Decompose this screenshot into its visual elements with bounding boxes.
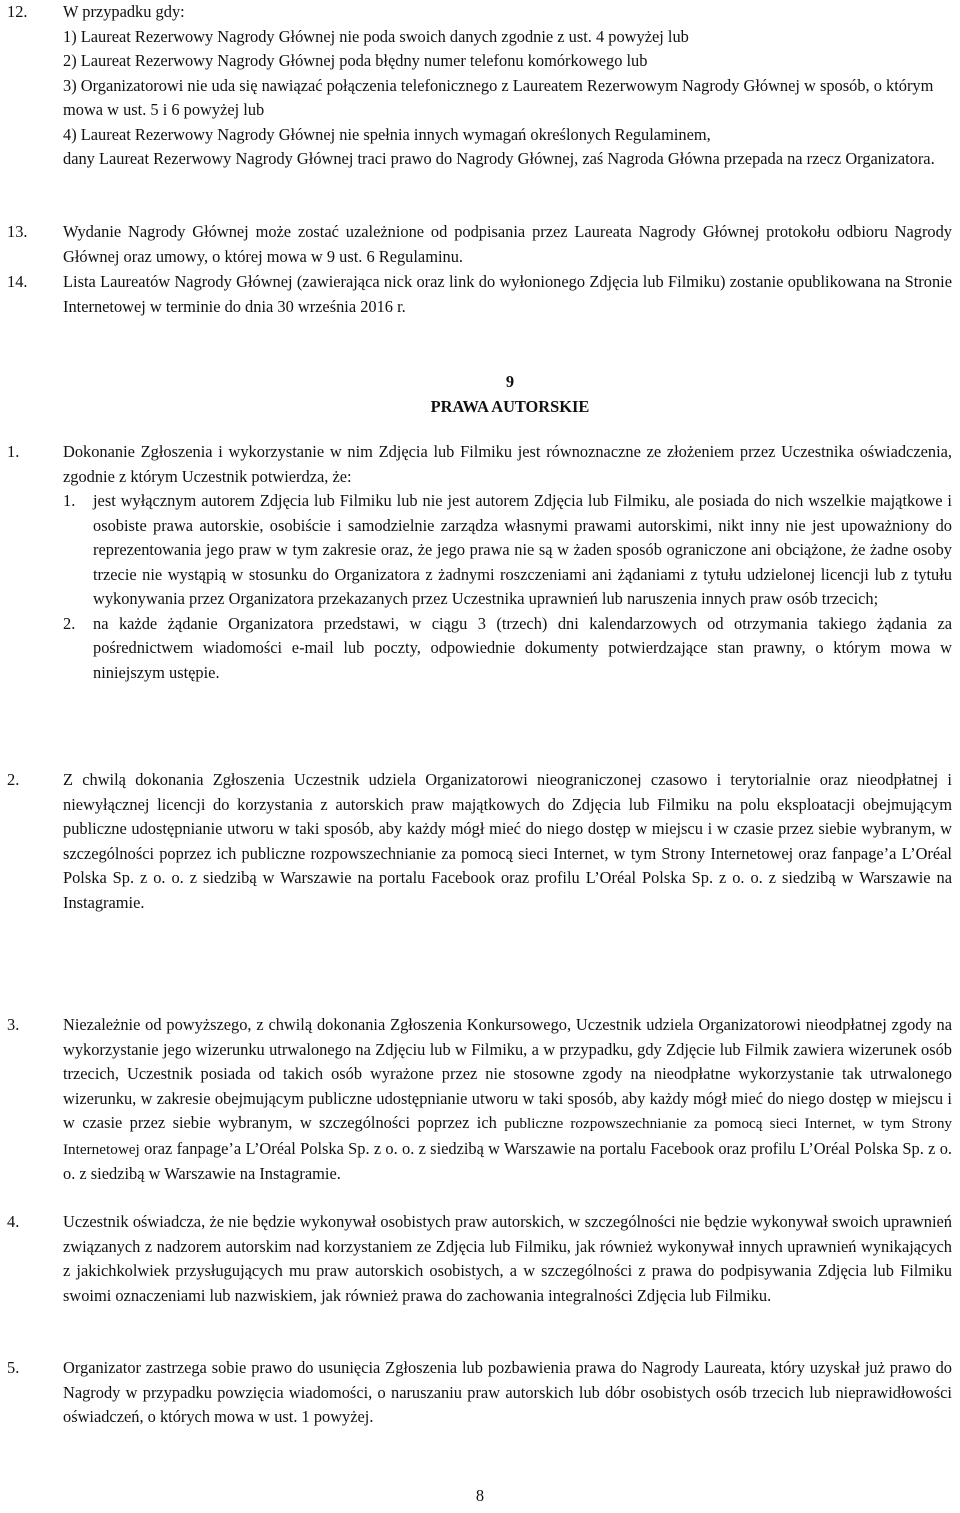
article-2 — [0, 768, 960, 915]
section-outro: dany Laureat Rezerwowy Nagrody Głównej traci prawo do Nagrody Głównej, zaś Nagroda Główna przepada na rzecz Organizatora. — [63, 149, 935, 168]
section-text: Wydanie Nagrody Głównej może zostać uzależnione od podpisania przez Laureata Nagrody Głównej protokołu odbioru Nagrody Głównej oraz umowy, o której mowa w 9 ust. 6 Regulaminu. — [63, 222, 952, 266]
sub-item — [63, 612, 952, 686]
section-number: 14. — [7, 272, 28, 291]
condition-item: 1) Laureat Rezerwowy Nagrody Głównej nie poda swoich danych zgodnie z ust. 4 powyżej lub — [63, 26, 689, 46]
article-text-part: oraz fanpage’a L’Oréal Polska Sp. z o. o. z siedzibą w Warszawie na portalu Facebook oraz profilu L’Oréal Polska Sp. z o. o. z siedzibą w Warszawie na Instagramie. — [63, 1138, 952, 1183]
article-number: 1. — [7, 442, 20, 461]
chapter-heading — [60, 370, 960, 419]
paragraph-number: 9 — [505, 372, 515, 391]
condition-item: 3) Organizatorowi nie uda się nawiązać połączenia telefonicznego z Laureatem Rezerwowym Nagrody Głównej w sposób, o którym mowa w ust. 5 i 6 powyżej lub — [63, 75, 934, 119]
article-4 — [0, 1210, 960, 1308]
article-text-part: publiczne rozpowszechnianie za pomocą sieci Internet, w tym Strony Internetowej — [63, 1115, 953, 1158]
article-text: Z chwilą dokonania Zgłoszenia Uczestnik udziela Organizatorowi nieograniczonej czasowo i terytorialnie oraz nieodpłatnej i niewyłącznej licencji do korzystania z autorskich praw majątkowych do Zdjęcia lub Filmiku na polu eksploatacji obejmującym publiczne udostępnianie utworu w taki sposób, aby każdy mógł mieć do niego dostęp w miejscu i w czasie przez siebie wybranym, w szczególności poprzez ich publiczne rozpowszechnianie za pomocą sieci Internet, w tym Strony Internetowej oraz fanpage’a L’Oréal Polska Sp. z o. o. z siedzibą w Warszawie na portalu Facebook oraz profilu L’Oréal Polska Sp. z o. o. z siedzibą w Warszawie na Instagramie. — [63, 770, 952, 912]
sub-item-text: jest wyłącznym autorem Zdjęcia lub Filmiku lub nie jest autorem Zdjęcia lub Filmiku, ale posiada do nich wszelkie majątkowe i osobiste prawa autorskie, osobiście i samodzielnie zarządza własnymi prawami autorskimi, nikt inny nie jest upoważniony do reprezentowania jego praw w tym zakresie oraz, że jego prawa nie są w żaden sposób ograniczone ani obciążone, że żadne osoby trzecie nie wystąpią w stosunku do Organizatora z żadnymi roszczeniami ani żądaniami z tytułu udzielonej licencji lub z tytułu wykonywania przez Organizatora przekazanych przez Uczestnika uprawnień lub naruszenia innych praw osób trzecich; — [93, 491, 952, 608]
section-13 — [0, 220, 960, 269]
article-number: 4. — [7, 1212, 20, 1231]
sub-item — [63, 489, 952, 612]
section-number: 12. — [7, 2, 28, 21]
article-text: Organizator zastrzega sobie prawo do usunięcia Zgłoszenia lub pozbawienia prawa do Nagrody Laureata, który uzyskał już prawo do Nagrody w przypadku powzięcia wiadomości, o naruszaniu praw autorskich lub dóbr osobistych osób trzecich lub nieprawidłowości oświadczeń, o których mowa w ust. 1 powyżej. — [63, 1358, 952, 1426]
article-text — [63, 1013, 952, 1187]
condition-item: 2) Laureat Rezerwowy Nagrody Głównej poda błędny numer telefonu komórkowego lub — [63, 51, 648, 70]
sub-item-text: na każde żądanie Organizatora przedstawi, w ciągu 3 (trzech) dni kalendarzowych od otrzymania takiego żądania za pośrednictwem wiadomości e-mail lub poczty, odpowiednie dokumenty potwierdzające stan prawny, o którym mowa w niniejszym ustępie. — [93, 613, 952, 682]
section-number: 13. — [7, 222, 28, 241]
article-number: 2. — [7, 770, 20, 789]
article-text-part: Niezależnie od powyższego, z chwilą dokonania Zgłoszenia Konkursowego, Uczestnik udziela Organizatorowi nieodpłatnej zgody na wykorzystanie jego wizerunku utrwalonego na Zdjęciu lub w Filmiku, a w przypadku, gdy Zdjęcie lub Filmik zawiera wizerunek osób trzecich, Uczestnik posiada od takich osób wyrażone przez nie stosowne zgody na nieodpłatne wykorzystanie tak utrwalonego wizerunku, w zakresie obejmującym publiczne udostępnianie utworu w taki sposób, aby każdy mógł mieć do niego dostęp w miejscu i w czasie przez siebie wybranym, w szczególności poprzez ich — [63, 1015, 952, 1132]
sub-item-number: 2. — [63, 613, 76, 633]
article-3 — [0, 1013, 960, 1187]
chapter-title: PRAWA AUTORSKIE — [430, 396, 590, 416]
article-number: 5. — [7, 1358, 20, 1377]
article-text: Uczestnik oświadcza, że nie będzie wykonywał osobistych praw autorskich, w szczególności nie będzie wykonywał swoich uprawnień związanych z nadzorem autorskim nad korzystaniem ze Zdjęcia lub Filmiku, jak również wykonywał innych uprawnień wynikających z jakichkolwiek przysługujących mu praw autorskich osobistych, a w szczególności z prawa do podpisywania Zdjęcia lub Filmiku swoimi oznaczeniami lub nazwiskiem, jak również prawa do zachowania integralności Zdjęcia lub Filmiku. — [63, 1212, 952, 1305]
page-number: 8 — [475, 1486, 485, 1505]
sub-item-number: 1. — [63, 491, 76, 510]
section-12 — [0, 0, 960, 172]
section-intro: W przypadku gdy: — [63, 2, 185, 21]
article-number: 3. — [7, 1015, 20, 1034]
section-14 — [0, 270, 960, 319]
section-text: Lista Laureatów Nagrody Głównej (zawierająca nick oraz link do wyłonionego Zdjęcia lub Filmiku) zostanie opublikowana na Stronie Internetowej w terminie do dnia 30 września 2016 r. — [63, 272, 952, 316]
article-1 — [0, 440, 960, 685]
condition-item: 4) Laureat Rezerwowy Nagrody Głównej nie spełnia innych wymagań określonych Regulaminem, — [63, 124, 711, 144]
article-text: Dokonanie Zgłoszenia i wykorzystanie w nim Zdjęcia lub Filmiku jest równoznaczne ze złożeniem przez Uczestnika oświadczenia, zgodnie z którym Uczestnik potwierdza, że: — [63, 442, 952, 486]
article-5 — [0, 1356, 960, 1430]
